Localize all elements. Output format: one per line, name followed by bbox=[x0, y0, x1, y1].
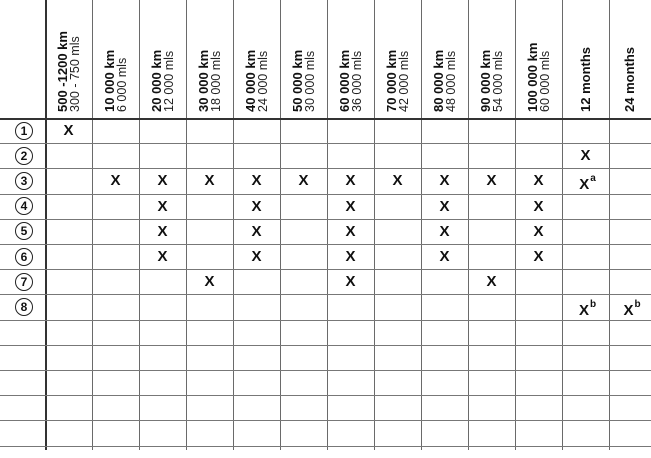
row-divider bbox=[0, 420, 651, 421]
column-header-label bbox=[338, 50, 364, 112]
service-mark-x: X bbox=[110, 172, 121, 190]
row-divider bbox=[0, 370, 651, 371]
column-header-distance: 50 000 km bbox=[289, 49, 305, 112]
column-header-label bbox=[579, 47, 592, 112]
service-mark-x: X bbox=[439, 172, 450, 190]
service-mark-x: X bbox=[533, 248, 544, 265]
column-header bbox=[515, 0, 562, 118]
column-header bbox=[280, 0, 327, 118]
footnote-marker: a bbox=[590, 173, 596, 185]
service-mark bbox=[422, 220, 468, 244]
column-header-miles: 12 000 mls bbox=[161, 50, 176, 112]
column-header-distance: 100 000 km bbox=[524, 42, 540, 112]
service-mark-x: X bbox=[251, 248, 262, 265]
service-mark-x: X bbox=[345, 273, 356, 291]
service-mark bbox=[187, 169, 233, 193]
service-mark bbox=[140, 195, 186, 219]
service-mark bbox=[140, 245, 186, 269]
column-header-distance: 12 months bbox=[577, 46, 593, 112]
service-mark-x: X bbox=[579, 176, 590, 194]
row-number-badge: 5 bbox=[15, 222, 33, 240]
column-header-label bbox=[623, 47, 636, 112]
column-header-label bbox=[244, 50, 270, 112]
column-header-distance: 40 000 km bbox=[242, 49, 258, 112]
column-header-miles: 36 000 mls bbox=[349, 50, 364, 112]
row-number-badge: 4 bbox=[15, 197, 33, 215]
service-mark-x: X bbox=[157, 197, 168, 215]
service-mark bbox=[140, 169, 186, 193]
row-divider bbox=[0, 446, 651, 447]
footnote-marker: b bbox=[589, 299, 597, 311]
service-mark-x: X bbox=[533, 172, 544, 190]
column-header bbox=[327, 0, 374, 118]
service-mark-x: X bbox=[486, 172, 497, 190]
column-header bbox=[562, 0, 609, 118]
service-mark bbox=[328, 195, 374, 219]
service-mark-x: X bbox=[298, 172, 309, 190]
column-header-miles: 24 000 mls bbox=[255, 50, 270, 112]
row-number-badge: 3 bbox=[15, 172, 33, 190]
row-number-badge: 6 bbox=[15, 248, 33, 266]
service-mark-x: X bbox=[345, 222, 356, 240]
row-divider bbox=[0, 143, 651, 144]
service-mark bbox=[234, 169, 280, 193]
row-divider bbox=[0, 269, 651, 270]
row-number-badge: 7 bbox=[15, 273, 33, 291]
column-header bbox=[139, 0, 186, 118]
service-mark bbox=[234, 195, 280, 219]
column-header-distance: 500 -1200 km bbox=[54, 31, 70, 112]
service-mark bbox=[422, 195, 468, 219]
service-mark bbox=[469, 169, 515, 193]
service-mark-x: X bbox=[392, 172, 403, 190]
column-header-distance: 30 000 km bbox=[195, 49, 211, 112]
column-header bbox=[45, 0, 92, 118]
column-header-distance: 80 000 km bbox=[430, 49, 446, 112]
header-divider bbox=[0, 118, 651, 120]
column-header-label bbox=[103, 50, 129, 112]
column-header-label bbox=[291, 50, 317, 112]
service-mark-x: X bbox=[157, 222, 168, 240]
service-mark bbox=[140, 220, 186, 244]
service-mark bbox=[469, 270, 515, 294]
column-header-label bbox=[479, 50, 505, 112]
service-mark bbox=[422, 169, 468, 193]
service-mark bbox=[516, 195, 562, 219]
column-header-miles: 18 000 mls bbox=[208, 50, 223, 112]
row-divider bbox=[0, 294, 651, 295]
service-mark bbox=[281, 169, 327, 193]
column-header-miles: 30 000 mls bbox=[302, 50, 317, 112]
column-header-label bbox=[150, 50, 176, 112]
service-mark-x: X bbox=[345, 197, 356, 215]
service-mark-x: X bbox=[251, 172, 262, 190]
row-divider bbox=[0, 345, 651, 346]
service-mark-x: X bbox=[623, 302, 634, 320]
column-header-distance: 70 000 km bbox=[383, 49, 399, 112]
service-mark-x: X bbox=[345, 248, 356, 265]
column-header bbox=[609, 0, 651, 118]
column-header-label bbox=[197, 50, 223, 112]
service-mark-x: X bbox=[204, 172, 215, 190]
service-mark-x: X bbox=[578, 302, 589, 320]
column-header-label bbox=[56, 31, 82, 112]
row-number-badge: 1 bbox=[15, 122, 33, 140]
row-divider bbox=[0, 320, 651, 321]
service-mark-x: X bbox=[533, 222, 544, 240]
service-mark bbox=[516, 220, 562, 244]
service-mark bbox=[234, 245, 280, 269]
service-mark-x: X bbox=[486, 273, 497, 291]
service-mark-x: X bbox=[439, 197, 450, 215]
service-mark-x: X bbox=[533, 197, 544, 215]
column-header-miles: 6 000 mls bbox=[114, 57, 129, 112]
service-mark bbox=[328, 245, 374, 269]
service-mark-x: X bbox=[157, 248, 168, 265]
column-header-label bbox=[385, 50, 411, 112]
column-header-distance: 20 000 km bbox=[148, 49, 164, 112]
service-mark bbox=[328, 220, 374, 244]
service-mark bbox=[328, 169, 374, 193]
service-mark-x: X bbox=[439, 248, 450, 265]
row-number-badge: 2 bbox=[15, 147, 33, 165]
service-mark bbox=[565, 295, 611, 319]
footnote-marker: b bbox=[634, 299, 641, 311]
service-mark-x: X bbox=[157, 172, 168, 190]
column-header-label bbox=[526, 43, 552, 112]
column-header-miles: 54 000 mls bbox=[490, 50, 505, 112]
column-header bbox=[374, 0, 421, 118]
column-header-label bbox=[432, 50, 458, 112]
service-mark bbox=[516, 245, 562, 269]
service-mark bbox=[46, 119, 92, 143]
service-mark-x: X bbox=[345, 172, 356, 190]
service-mark-x: X bbox=[251, 222, 262, 240]
column-header-distance: 90 000 km bbox=[477, 49, 493, 112]
service-mark bbox=[565, 169, 611, 193]
column-header-miles: 60 000 mls bbox=[537, 50, 552, 112]
service-mark-x: X bbox=[251, 197, 262, 215]
column-header-miles: 300 - 750 mls bbox=[67, 36, 82, 112]
service-mark bbox=[516, 169, 562, 193]
service-mark bbox=[375, 169, 421, 193]
column-header bbox=[186, 0, 233, 118]
column-header-distance: 10 000 km bbox=[101, 49, 117, 112]
service-mark bbox=[93, 169, 139, 193]
service-mark bbox=[234, 220, 280, 244]
service-mark bbox=[563, 144, 609, 168]
column-header-distance: 60 000 km bbox=[336, 49, 352, 112]
service-mark-x: X bbox=[439, 222, 450, 240]
service-mark bbox=[187, 270, 233, 294]
column-header-miles: 48 000 mls bbox=[443, 50, 458, 112]
service-mark-x: X bbox=[580, 147, 591, 165]
column-header bbox=[421, 0, 468, 118]
row-number-badge: 8 bbox=[15, 298, 33, 316]
row-divider bbox=[0, 395, 651, 396]
column-header-distance: 24 months bbox=[622, 46, 637, 112]
service-mark bbox=[609, 295, 651, 319]
service-mark-x: X bbox=[63, 122, 74, 139]
column-header bbox=[233, 0, 280, 118]
column-header-miles: 42 000 mls bbox=[396, 50, 411, 112]
service-mark bbox=[422, 245, 468, 269]
service-mark bbox=[328, 270, 374, 294]
column-header bbox=[92, 0, 139, 118]
column-header bbox=[468, 0, 515, 118]
service-mark-x: X bbox=[204, 273, 215, 291]
